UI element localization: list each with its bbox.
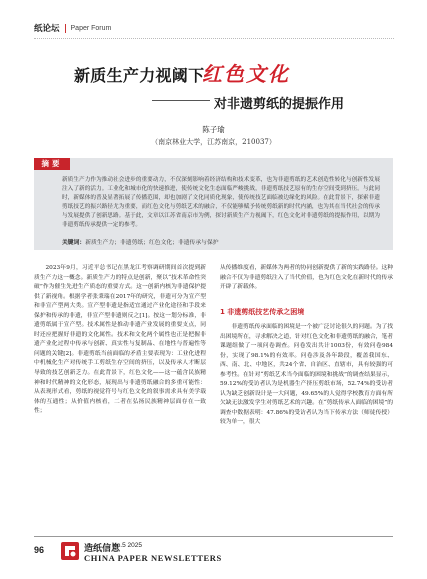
footer-rule bbox=[34, 536, 393, 537]
body-column-right-top bbox=[220, 264, 393, 293]
page-number: 96 bbox=[34, 545, 45, 555]
magazine-name-en: CHINA PAPER NEWSLETTERS bbox=[84, 553, 222, 563]
header-rule bbox=[34, 38, 394, 39]
author-affiliation: （南京林业大学，江苏南京，210037） bbox=[151, 138, 276, 146]
keywords-label: 关键词： bbox=[62, 240, 86, 246]
article-title-red: 红色文化 bbox=[202, 62, 290, 86]
body-paragraph: 非遗剪纸传承面临的困境是一个被广泛讨论很久的问题。为了找出困境所在，寻求解决之道，针对红色文化和非遗剪纸的融合，笔者课题组做了一项问卷调查。问卷发出共计1003份，有效问卷984份，实现了98.1%的有效率。问卷涉及各年龄段，覆盖我国东、西、南、北、中地区，共24个省、自治区、直辖市，具有较强的可参考性。在针对“剪纸艺术当今面临的困境和挑战”的调查结果显示，59.12%的受访者认为是机器生产挤压剪纸市场，52.74%的受访者认为缺乏创新设计是一大问题，49.65%的人觉得学校教育方面有所欠缺无法激发学生对剪纸艺术的兴趣。在“剪纸传承人面临的困境”的调查中数据表明：47.86%的受访者认为当下传承方法（师徒传授）较为单一，很大 bbox=[220, 324, 393, 426]
abstract-label: 摘要 bbox=[34, 158, 70, 170]
body-column-right bbox=[220, 323, 393, 428]
section-label-en: Paper Forum bbox=[70, 24, 112, 32]
title-dash-rule bbox=[152, 100, 210, 101]
body-column-left bbox=[34, 264, 206, 417]
body-paragraph: 2023年9月，习近平总书记在黑龙江考察调研期间首次提到新质生产力这一概念。新质生产力的特点是创新，聚以“技术革命性突破”作为催生先进生产质态的重要方式。这一创新内核为非遗保护提供了新视角。根据学者张秉瑞在2017年的研究，非遗可分为宣产型和非宣产型两大类。宣产型非遗是指适宜通过产业化途径和手段来保护和传承的非遗，非宣产型非遗则反之[1]。按这一划分标准，非遗剪纸属于宣产型。技术属性是推动非遗产业发展的重要支点，同时还应把握好非遗的文化属性。技术和文化两个属性也正是把握非遗产业化过程中传承与创新、真实性与复制品、在地性与普遍性等问题的关键[2]。非遗剪纸当前面临的矛盾主要表现为：工业化进程中机械化生产对传统手工剪纸生存空间的挤压，以及传承人才断层导致的技艺创新乏力。在此背景下，红色文化——这一蕴含民族精神和时代精神的文化形态，展现出与非遗剪纸融合的多重可能性：从表现形式看，剪纸的视觉符号与红色文化的叙事需求具有美学载体的互通性；从价值内核看，二者在弘扬民族精神层面存在一致性； bbox=[34, 265, 206, 415]
section-label-cn: 纸论坛 bbox=[34, 24, 60, 34]
keywords bbox=[62, 237, 380, 246]
author-name: 陈子瑜 bbox=[202, 125, 225, 134]
keywords-list: 新质生产力；非遗剪纸；红色文化；非遗传承与保护 bbox=[85, 240, 219, 246]
abstract-text: 新质生产力作为推动社会进步的重要动力，不仅深刻影响着经济结构和技术变革，也为非遗剪纸的艺术创造性转化与创新性发展注入了新的活力。工业化和城市化的快速推进，使传统文化生态面临严峻挑战，非遗剪纸技艺原有的生存空间受到挤压。与此同时，新媒体的普及显著拓展了传播范围，却也加剧了文化同质化现象，使传统技艺面临被边缘化的风险。在此背景下，探索非遗剪纸技艺的振兴路径尤为重要，而红色文化与剪纸艺术的融合，不仅能够赋予传统剪纸新的时代内涵，也为其在当代社会的传承与发展提供了创新思路。基于此，文章以江苏省南京市为例，探讨新质生产力视阈下，红色文化对非遗剪纸的提振作用，以期为非遗剪纸传承提供一定的参考。 bbox=[62, 177, 380, 229]
article-title-line1: 新质生产力视阈下 bbox=[74, 66, 205, 85]
magazine-logo-icon bbox=[60, 541, 80, 561]
article-title-line2: 对非遗剪纸的提振作用 bbox=[214, 97, 345, 112]
issue-number: No.5 2025 bbox=[112, 542, 142, 549]
body-paragraph: 从传播维度看，新媒体为两者的协同创新提供了新的实践路径。这种融合不仅为非遗剪纸注入了当代价值，也为红色文化在新时代的传承开辟了新载体。 bbox=[220, 265, 393, 291]
section-heading: 1 非遗剪纸技艺传承之困境 bbox=[220, 308, 305, 316]
magazine-name-cn: 造纸信息 bbox=[84, 544, 121, 554]
section-header bbox=[34, 22, 111, 34]
section-divider bbox=[65, 24, 66, 33]
